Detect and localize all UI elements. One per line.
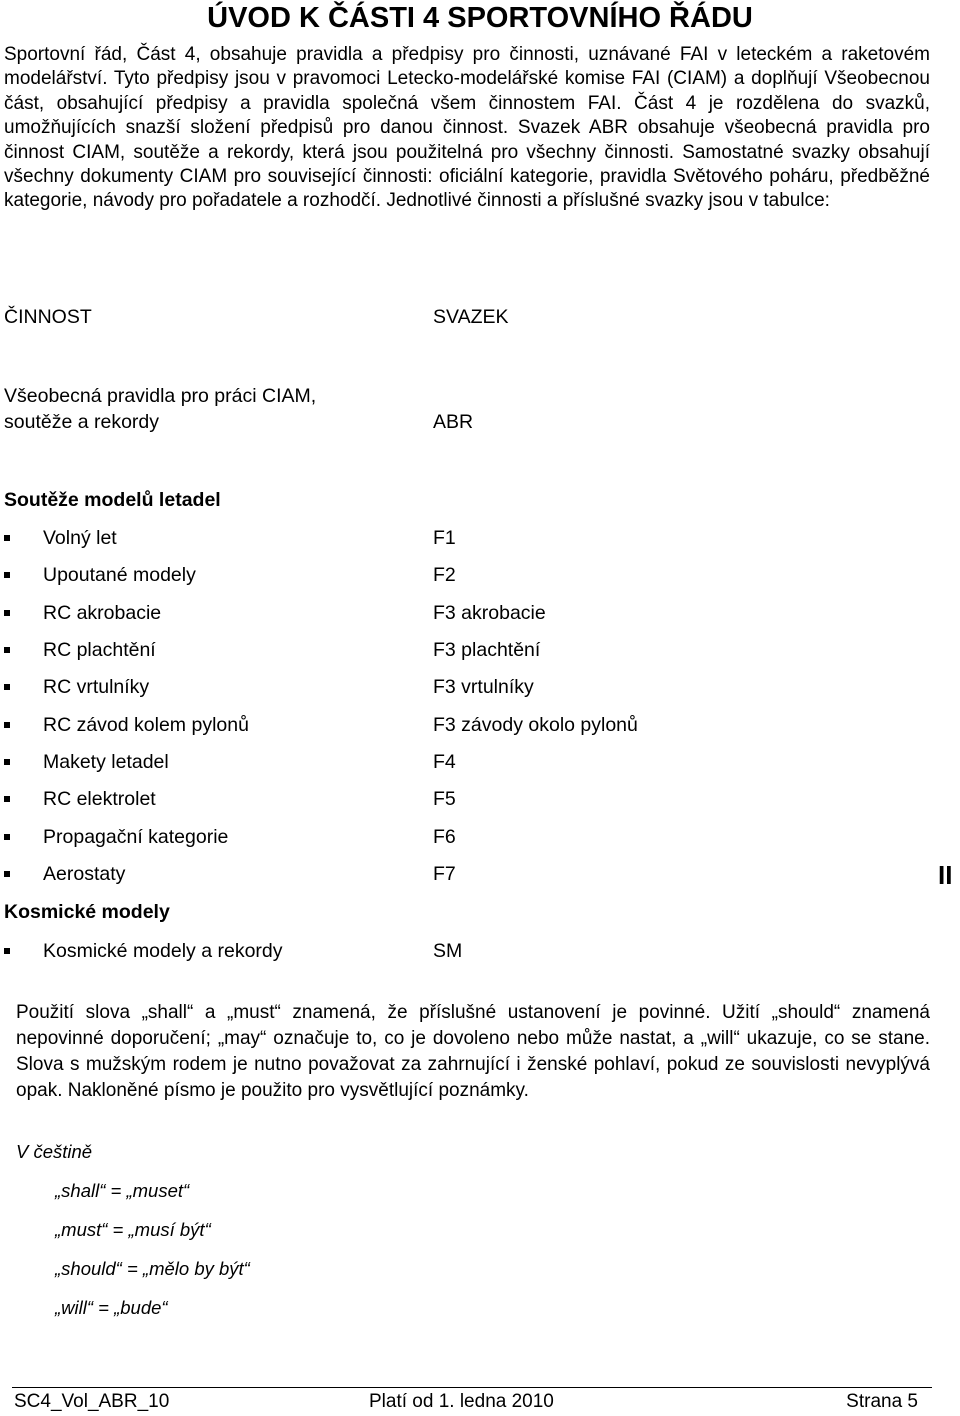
czech-heading: V češtině (16, 1141, 93, 1162)
row-volume: SM (433, 940, 463, 962)
row-volume: F3 akrobacie (433, 602, 546, 624)
row-volume: F5 (433, 788, 456, 810)
footer-doc-id: SC4_Vol_ABR_10 (14, 1391, 170, 1412)
term-should: „should“ = „mělo by být“ (55, 1258, 250, 1279)
row-activity: RC vrtulníky (43, 676, 150, 698)
row-volume: F7 (433, 863, 456, 885)
footer-divider (12, 1387, 932, 1388)
general-rules-line2: soutěže a rekordy (4, 411, 160, 433)
row-activity: RC akrobacie (43, 602, 162, 624)
row-volume: F6 (433, 826, 456, 848)
intro-paragraph: Sportovní řád, Část 4, obsahuje pravidla a předpisy pro činnosti, uznávané FAI v leteckém a raketovém modelářství. Tyto předpisy jsou v pravomoci Letecko-modelářské komise FAI (CIAM) a doplňují Všeobecnou část, obsahující předpisy a pravidla společná všem činnostem FAI. Část 4 je rozdělena do svazků, umožňujících snazší složení předpisů pro danou činnost. Svazek ABR obsahuje všeobecná pravidla pro činnost CIAM, soutěže a rekordy, která jsou použitelná pro všechny činnosti. Samostatné svazky obsahují všechny dokumenty CIAM pro související činnosti: oficiální kategorie, pravidla Světového poháru, předběžné kategorie, návody pro pořadatele a rozhodčí. Jednotlivé činnosti a příslušné svazky jsou v tabulce: (4, 44, 930, 212)
term-must: „must“ = „musí být“ (55, 1219, 211, 1240)
row-volume: F1 (433, 527, 456, 549)
table-header-volume: SVAZEK (433, 306, 509, 328)
footer-page-number: Strana 5 (846, 1391, 918, 1412)
bullet-icon (4, 722, 10, 728)
row-activity: RC elektrolet (43, 788, 156, 810)
row-activity: RC plachtění (43, 639, 156, 661)
bullet-icon (4, 796, 10, 802)
row-activity: Kosmické modely a rekordy (43, 940, 283, 962)
row-volume: F3 závody okolo pylonů (433, 714, 638, 736)
change-marker: II (938, 860, 953, 890)
row-volume: F2 (433, 564, 456, 586)
bullet-icon (4, 834, 10, 840)
bullet-icon (4, 948, 10, 954)
competitions-heading: Soutěže modelů letadel (4, 489, 221, 511)
row-activity: Propagační kategorie (43, 826, 229, 848)
bullet-icon (4, 871, 10, 877)
row-activity: RC závod kolem pylonů (43, 714, 249, 736)
footer-valid-from: Platí od 1. ledna 2010 (369, 1391, 554, 1412)
bullet-icon (4, 647, 10, 653)
general-rules-volume: ABR (433, 411, 474, 433)
bullet-icon (4, 572, 10, 578)
terminology-note: Použití slova „shall“ a „must“ znamená, že příslušné ustanovení je povinné. Užití „should“ znamená nepovinné doporučení; „may“ označuje to, co je dovoleno nebo může nastat, a „will“ ukazuje, co se stane. Slova s mužským rodem je nutno považovat za zahrnující i ženské pohlaví, pokud ze souvislosti nevyplývá opak. Nakloněné písmo je použito pro vysvětlující poznámky. (16, 1002, 930, 1101)
bullet-icon (4, 684, 10, 690)
table-header-activity: ČINNOST (4, 306, 92, 328)
row-volume: F3 vrtulníky (433, 676, 534, 698)
row-activity: Makety letadel (43, 751, 169, 773)
space-models-heading: Kosmické modely (4, 901, 170, 923)
term-will: „will“ = „bude“ (55, 1297, 168, 1318)
bullet-icon (4, 535, 10, 541)
row-activity: Aerostaty (43, 863, 126, 885)
row-volume: F3 plachtění (433, 639, 541, 661)
bullet-icon (4, 759, 10, 765)
bullet-icon (4, 610, 10, 616)
row-volume: F4 (433, 751, 456, 773)
general-rules-line1: Všeobecná pravidla pro práci CIAM, (4, 385, 317, 407)
row-activity: Volný let (43, 527, 117, 549)
page-title: ÚVOD K ČÁSTI 4 SPORTOVNÍHO ŘÁDU (207, 2, 753, 34)
term-shall: „shall“ = „muset“ (55, 1180, 190, 1201)
row-activity: Upoutané modely (43, 564, 196, 586)
